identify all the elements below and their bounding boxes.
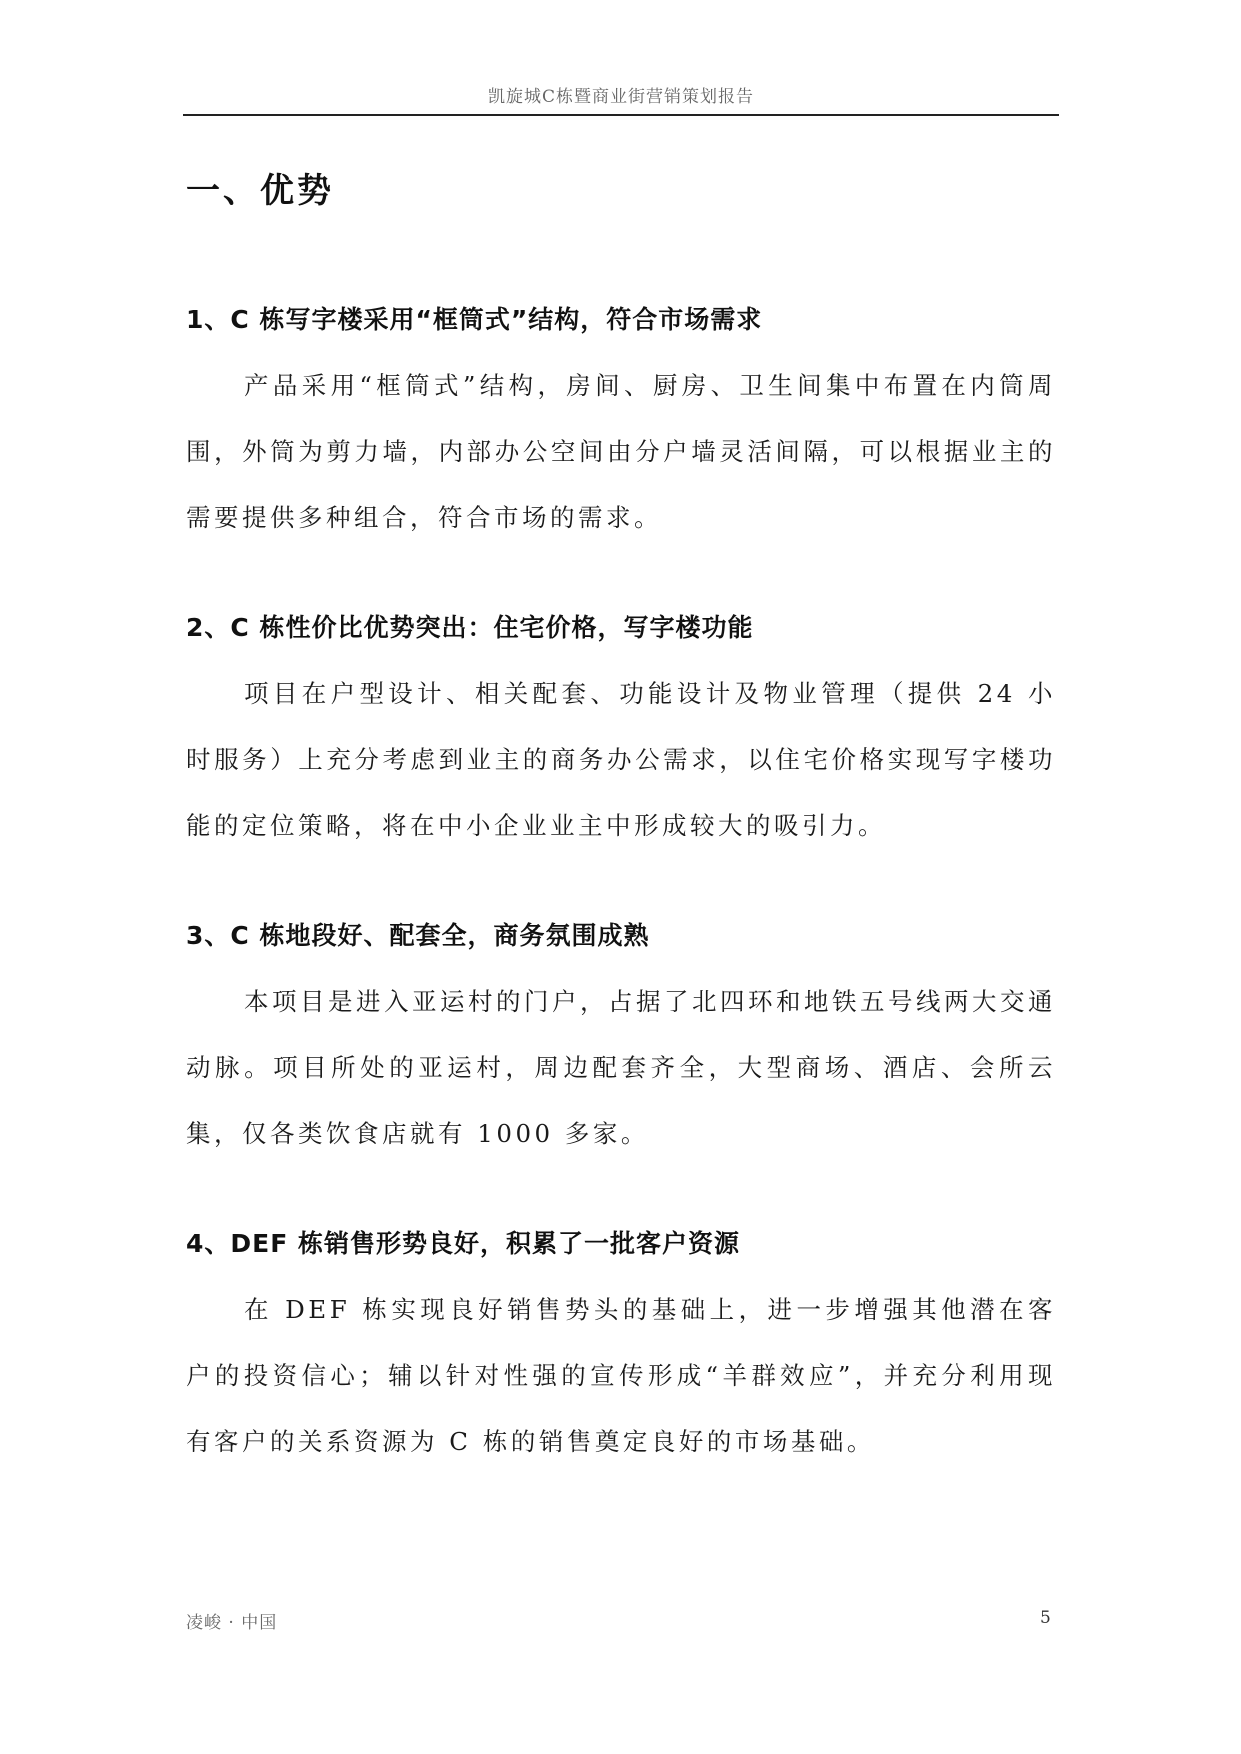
header-title: 凯旋城C栋暨商业街营销策划报告 xyxy=(487,87,754,107)
item-paragraph: 本项目是进入亚运村的门户，占据了北四环和地铁五号线两大交通动脉。项目所处的亚运村，周边配套齐全，大型商场、酒店、会所云集，仅各类饮食店就有 1000 多家。 xyxy=(186,987,1056,1148)
advantage-item-3 xyxy=(186,913,1056,1167)
advantage-item-2 xyxy=(186,605,1056,859)
item-paragraph: 产品采用“框筒式”结构，房间、厨房、卫生间集中布置在内筒周围，外筒为剪力墙，内部办公空间由分户墙灵活间隔，可以根据业主的需要提供多种组合，符合市场的需求。 xyxy=(186,371,1056,532)
item-paragraph: 项目在户型设计、相关配套、功能设计及物业管理（提供 24 小时服务）上充分考虑到业主的商务办公需求，以住宅价格实现写字楼功能的定位策略，将在中小企业业主中形成较大的吸引力。 xyxy=(186,679,1056,840)
page-header xyxy=(183,86,1059,116)
footer-company: 凌峻 · 中国 xyxy=(186,1613,278,1633)
advantage-item-1 xyxy=(186,297,1056,551)
item-heading: 1、C 栋写字楼采用“框筒式”结构，符合市场需求 xyxy=(186,305,763,334)
page-number: 5 xyxy=(1040,1608,1051,1628)
item-paragraph: 在 DEF 栋实现良好销售势头的基础上，进一步增强其他潜在客户的投资信心；辅以针对性强的宣传形成“羊群效应”，并充分利用现有客户的关系资源为 C 栋的销售奠定良好的市场基础。 xyxy=(186,1295,1056,1456)
advantage-item-4 xyxy=(186,1221,1056,1475)
section-title: 一、优势 xyxy=(186,171,334,211)
item-heading: 2、C 栋性价比优势突出：住宅价格，写字楼功能 xyxy=(186,613,754,642)
item-heading: 4、DEF 栋销售形势良好，积累了一批客户资源 xyxy=(186,1229,741,1258)
document-body xyxy=(186,297,1056,1529)
item-heading: 3、C 栋地段好、配套全，商务氛围成熟 xyxy=(186,921,650,950)
